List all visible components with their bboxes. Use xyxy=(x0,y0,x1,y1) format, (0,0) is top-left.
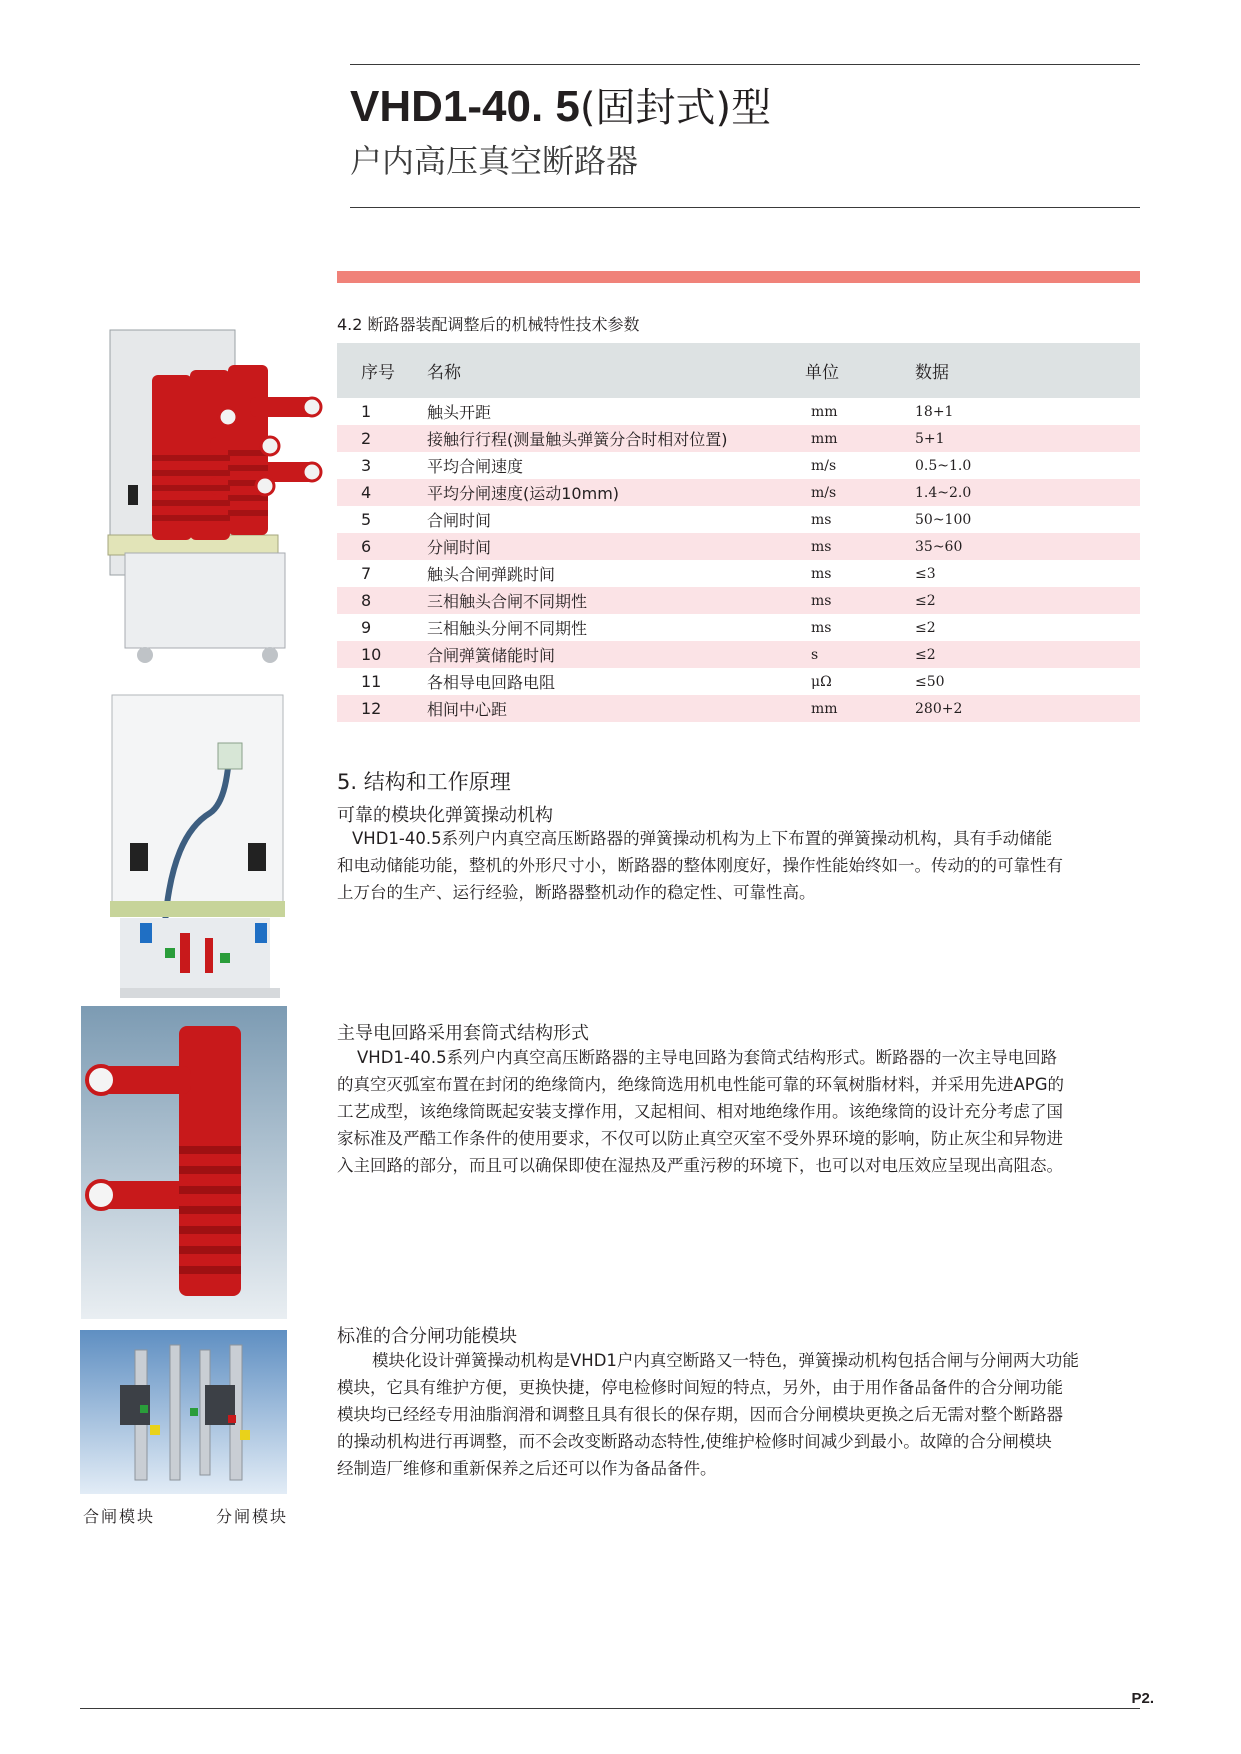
cell-name: 各相导电回路电阻 xyxy=(427,673,556,692)
table-row xyxy=(337,506,1140,533)
table-row xyxy=(337,533,1140,560)
table-row xyxy=(337,587,1140,614)
paragraph-line: 模块均已经经专用油脂润滑和调整且具有很长的保存期，因而合分闸模块更换之后无需对整个断路器 xyxy=(337,1405,1063,1424)
column-header-name: 名称 xyxy=(427,363,461,383)
cell-name: 分闸时间 xyxy=(427,538,492,557)
product-model-suffix: (固封式)型 xyxy=(579,85,772,131)
column-header-unit: 单位 xyxy=(805,363,839,383)
cell-unit: μΩ xyxy=(811,673,832,690)
table-row xyxy=(337,614,1140,641)
cell-value: 0.5~1.0 xyxy=(915,457,972,474)
paragraph-line: 入主回路的部分，而且可以确保即使在湿热及严重污秽的环境下，也可以对电压效应呈现出高阻态。 xyxy=(337,1156,1063,1175)
paragraph-line: 和电动储能功能，整机的外形尺寸小，断路器的整体刚度好，操作性能始终如一。传动的的可靠性有 xyxy=(337,856,1063,875)
cell-name: 合闸时间 xyxy=(427,511,492,530)
paragraph-line: 模块化设计弹簧操动机构是VHD1户内真空断路又一特色，弹簧操动机构包括合闸与分闸两大功能 xyxy=(372,1351,1079,1370)
paragraph-line: 的真空灭弧室布置在封闭的绝缘筒内，绝缘筒选用机电性能可靠的环氧树脂材料，并采用先进APG的 xyxy=(337,1075,1065,1094)
caption-closing-module: 合闸模块 xyxy=(83,1507,156,1526)
cell-no: 10 xyxy=(361,645,382,664)
cell-value: 5+1 xyxy=(915,430,945,447)
cell-no: 11 xyxy=(361,672,382,691)
cell-no: 2 xyxy=(361,429,372,448)
product-model: VHD1-40. 5 xyxy=(350,82,580,131)
paragraph-line: VHD1-40.5系列户内真空高压断路器的弹簧操动机构为上下布置的弹簧操动机构，具有手动储能 xyxy=(352,829,1053,848)
block3-paragraph xyxy=(337,1347,1145,1482)
column-header-no: 序号 xyxy=(361,363,395,383)
cell-unit: s xyxy=(811,646,819,663)
cell-name: 接触行行程(测量触头弹簧分合时相对位置) xyxy=(427,430,728,449)
cell-name: 平均合闸速度 xyxy=(427,457,524,476)
cell-name: 相间中心距 xyxy=(427,700,508,719)
cell-value: ≤2 xyxy=(915,592,936,609)
cell-value: ≤2 xyxy=(915,646,936,663)
cell-no: 7 xyxy=(361,564,372,583)
cell-unit: ms xyxy=(811,538,832,555)
paragraph-line: VHD1-40.5系列户内真空高压断路器的主导电回路为套筒式结构形式。断路器的一次主导电回路 xyxy=(357,1048,1058,1067)
paragraph-line: 的操动机构进行再调整，而不会改变断路动态特性,使维护检修时间减少到最小。故障的合分闸模块 xyxy=(337,1432,1052,1451)
paragraph-line: 家标准及严酷工作条件的使用要求，不仅可以防止真空灭室不受外界环境的影响，防止灰尘和异物进 xyxy=(337,1129,1063,1148)
cell-name: 三相触头分闸不同期性 xyxy=(427,619,588,638)
cell-name: 触头开距 xyxy=(427,403,492,422)
breaker-3d-image xyxy=(100,325,325,670)
table-row xyxy=(337,668,1140,695)
cell-no: 3 xyxy=(361,456,372,475)
header-top-rule xyxy=(350,64,1140,65)
insulating-pole-image xyxy=(81,1006,287,1319)
cell-unit: ms xyxy=(811,511,832,528)
paragraph-line: 上万台的生产、运行经验，断路器整机动作的稳定性、可靠性高。 xyxy=(337,883,816,902)
footer-rule xyxy=(80,1708,1140,1709)
cell-unit: mm xyxy=(811,403,838,420)
table-row xyxy=(337,695,1140,722)
cell-no: 8 xyxy=(361,591,372,610)
table-header xyxy=(337,343,1140,398)
cell-value: 18+1 xyxy=(915,403,954,420)
table-row xyxy=(337,560,1140,587)
product-subtitle: 户内高压真空断路器 xyxy=(350,142,639,180)
cell-name: 平均分闸速度(运动10mm) xyxy=(427,484,620,503)
cell-unit: m/s xyxy=(811,457,837,474)
cell-name: 合闸弹簧储能时间 xyxy=(427,646,556,665)
table-row xyxy=(337,641,1140,668)
table-row xyxy=(337,479,1140,506)
product-title xyxy=(350,80,771,135)
table-row xyxy=(337,398,1140,425)
block1-paragraph xyxy=(337,825,1145,906)
table-row xyxy=(337,452,1140,479)
cell-unit: ms xyxy=(811,592,832,609)
paragraph-line: 工艺成型，该绝缘筒既起安装支撑作用，又起相间、相对地绝缘作用。该绝缘筒的设计充分考虑了国 xyxy=(337,1102,1063,1121)
cell-no: 9 xyxy=(361,618,372,637)
section-title: 5. 结构和工作原理 xyxy=(337,770,511,794)
table-row xyxy=(337,425,1140,452)
block1-heading: 可靠的模块化弹簧操动机构 xyxy=(337,805,553,826)
cell-no: 5 xyxy=(361,510,372,529)
paragraph-line: 模块，它具有维护方便，更换快捷，停电检修时间短的特点，另外，由于用作备品备件的合分闸功能 xyxy=(337,1378,1063,1397)
cell-no: 6 xyxy=(361,537,372,556)
cell-name: 三相触头合闸不同期性 xyxy=(427,592,588,611)
cell-unit: ms xyxy=(811,565,832,582)
cell-value: ≤50 xyxy=(915,673,945,690)
cell-value: 35~60 xyxy=(915,538,963,555)
cell-value: ≤3 xyxy=(915,565,936,582)
cell-no: 1 xyxy=(361,402,372,421)
block2-heading: 主导电回路采用套筒式结构形式 xyxy=(337,1023,589,1044)
table-caption: 4.2 断路器装配调整后的机械特性技术参数 xyxy=(337,315,640,334)
cell-value: 280+2 xyxy=(915,700,963,717)
cell-unit: mm xyxy=(811,700,838,717)
paragraph-line: 经制造厂维修和重新保养之后还可以作为备品备件。 xyxy=(337,1459,717,1478)
switch-modules-image xyxy=(80,1330,287,1494)
cell-value: 50~100 xyxy=(915,511,972,528)
cell-value: 1.4~2.0 xyxy=(915,484,972,501)
header-bottom-rule xyxy=(350,207,1140,208)
accent-bar xyxy=(337,271,1140,283)
block2-paragraph xyxy=(337,1044,1145,1179)
cell-no: 4 xyxy=(361,483,372,502)
cell-unit: mm xyxy=(811,430,838,447)
mechanism-front-image xyxy=(110,693,285,1005)
column-header-value: 数据 xyxy=(915,363,949,383)
cell-unit: ms xyxy=(811,619,832,636)
block3-heading: 标准的合分闸功能模块 xyxy=(337,1326,517,1347)
caption-opening-module: 分闸模块 xyxy=(216,1507,289,1526)
cell-no: 12 xyxy=(361,699,382,718)
cell-unit: m/s xyxy=(811,484,837,501)
cell-name: 触头合闸弹跳时间 xyxy=(427,565,556,584)
page-number: P2. xyxy=(1131,1690,1154,1707)
cell-value: ≤2 xyxy=(915,619,936,636)
parameter-table xyxy=(337,343,1140,722)
